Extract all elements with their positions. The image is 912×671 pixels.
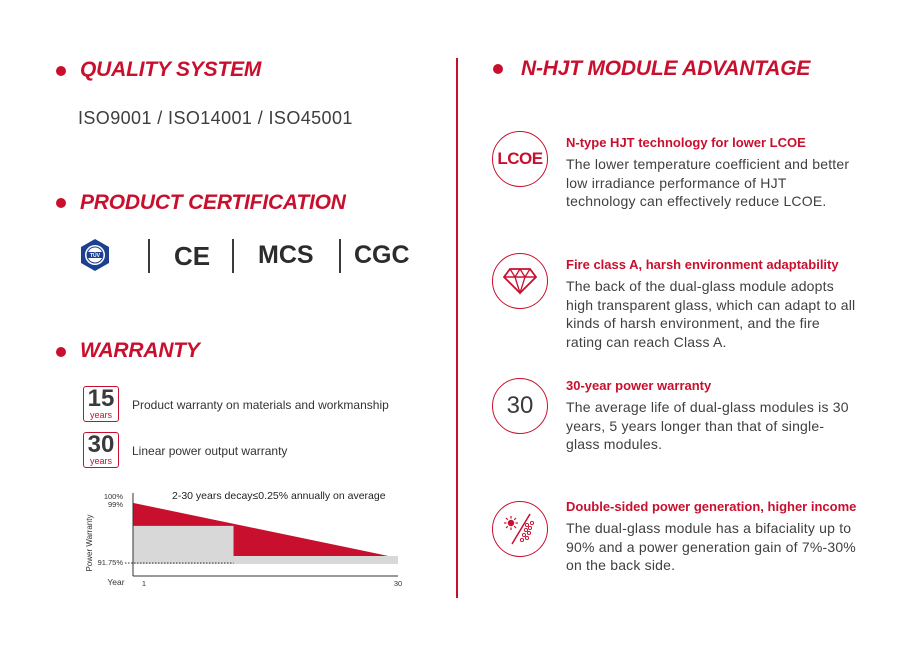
warranty-years-number: 15 [87, 385, 115, 412]
warranty-title: WARRANTY [80, 339, 200, 362]
certification-bullet [56, 198, 66, 208]
cert-separator [148, 239, 150, 273]
advantage-item-title: 30-year power warranty [566, 378, 712, 393]
thirty-icon [492, 378, 548, 434]
advantage-item-title: N-type HJT technology for lower LCOE [566, 135, 806, 150]
thirty-icon-text: 30 [506, 392, 534, 419]
column-divider [456, 58, 458, 598]
cert-separator [232, 239, 234, 273]
iso-standards: ISO9001 / ISO14001 / ISO45001 [78, 108, 353, 128]
warranty-years-unit: years [89, 410, 112, 420]
warranty-area-grey [133, 526, 234, 564]
advantage-item-title: Fire class A, harsh environment adaptability [566, 257, 839, 272]
x-tick-label: 1 [141, 579, 147, 588]
y-axis-label: Power Warranty [85, 514, 94, 572]
advantage-item-body: The dual-glass module has a bifaciality up to 90% and a power generation gain of 7%-30% on the back side. [566, 520, 856, 573]
cgc-mark: CGC [354, 241, 410, 269]
power-warranty-label: Linear power output warranty [132, 444, 288, 458]
advantage-item-body: The back of the dual-glass module adopts high transparent glass, which can adapt to all kinds of harsh environment, and the fire rating can reach Class A. [566, 278, 856, 350]
lcoe-icon [492, 131, 548, 187]
advantage-item-title: Double-sided power generation, higher income [566, 499, 857, 514]
x-axis-label: Year [107, 577, 125, 587]
advantage-title: N-HJT MODULE ADVANTAGE [521, 57, 811, 80]
warranty-area-grey-tail [234, 556, 398, 564]
x-tick-label: 30 [393, 579, 403, 588]
advantage-item-body: The average life of dual-glass modules is 30 years, 5 years longer than that of single-glass modules. [566, 399, 849, 452]
quality-bullet [56, 66, 66, 76]
ce-mark: CE [174, 241, 211, 271]
product-warranty-label: Product warranty on materials and workmanship [132, 398, 389, 412]
lcoe-icon-text: LCOE [497, 149, 543, 168]
mcs-mark: MCS [258, 241, 314, 269]
warranty-chart [80, 485, 410, 590]
tuv-logo [78, 238, 112, 272]
tuv-logo-text: TÜV [90, 253, 100, 259]
warranty-30-badge [83, 432, 119, 468]
certification-title: PRODUCT CERTIFICATION [80, 191, 346, 214]
chart-title: 2-30 years decay≤0.25% annually on average [172, 490, 386, 502]
warranty-bullet [56, 347, 66, 357]
advantage-item-body: The lower temperature coefficient and better low irradiance performance of HJT technology can effectively reduce LCOE. [566, 156, 850, 209]
y-tick-label: 91.75% [97, 558, 123, 567]
advantage-bullet [493, 64, 503, 74]
warranty-15-badge [83, 386, 119, 422]
warranty-years-number: 30 [87, 431, 115, 458]
warranty-years-unit: years [89, 456, 112, 466]
cert-separator [339, 239, 341, 273]
quality-title: QUALITY SYSTEM [80, 58, 262, 81]
diamond-icon [492, 253, 548, 309]
y-tick-label: 100% [103, 492, 123, 501]
y-tick-label: 99% [107, 500, 123, 509]
bifacial-sun-icon [492, 501, 548, 557]
